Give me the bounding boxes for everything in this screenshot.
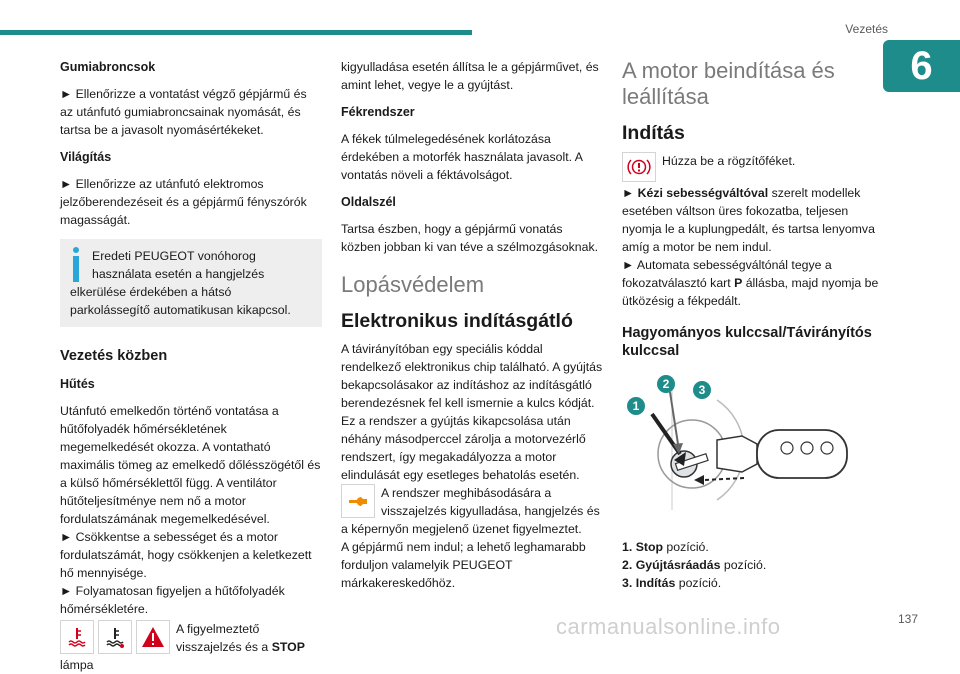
key-positions-list xyxy=(622,538,880,592)
column-2 xyxy=(341,58,603,601)
text-cooling-3: ► Folyamatosan figyeljen a hűtőfolyadék hőmérsékletére. xyxy=(60,584,285,616)
text-cooling-1: Utánfutó emelkedőn történő vontatása a hűtőfolyadék hőmérsékletének megemelkedését okozza. A vontatható maximális tömeg az emelkedő dőlésszögétől és a külső hőmérséklettől függ. A ventilátor hűtőteljesítménye nem nő a motor fordulatszámának megemelkedésével. xyxy=(60,404,321,526)
text-auto-a: ► Automata sebességváltónál tegye a fokozatválasztó kart xyxy=(622,258,832,290)
heading-brakes: Fékrendszer xyxy=(341,105,415,119)
column-1 xyxy=(60,58,322,674)
heading-key-types: Hagyományos kulccsal/Távirányítós kulccsal xyxy=(622,325,872,359)
text-manual-gearbox: ► Kézi sebességváltóval szerelt modellek esetében váltson üres fokozatba, teljesen nyomja le a kuplungpedált, és tartsa lenyomva amíg a motor be nem indul. xyxy=(622,186,875,254)
text-manual-gearbox-rest: szerelt modellek esetében váltson üres fokozatba, teljesen nyomja le a kuplungpedált, és tartsa lenyomva amíg a motor be nem indul. xyxy=(622,186,875,254)
parking-brake-icon xyxy=(622,152,656,182)
list-item-rest: pozíció. xyxy=(675,576,722,590)
text-cooling-2: ► Csökkentse a sebességet és a motor fordulatszámát, hogy csökkenjen a keletkezett hő mennyisége. xyxy=(60,530,312,580)
heading-driving: Vezetés közben xyxy=(60,348,168,364)
text-manual-gearbox-term: Kézi sebességváltóval xyxy=(637,186,769,200)
text-no-start: A gépjármű nem indul; a lehető leghamarabb forduljon valamelyik PEUGEOT márkakereskedőhöz. xyxy=(341,540,586,590)
list-item xyxy=(622,538,880,556)
info-note xyxy=(60,239,322,327)
handbrake-row xyxy=(622,152,880,170)
text-auto-b: állásba, majd nyomja be ütközésig a fékpedált. xyxy=(622,276,879,308)
text-tyres: ► Ellenőrizze a vontatást végző gépjármű és az utánfutó gumiabroncsainak nyomását, és tartsa be a javasolt nyomásértékeket. xyxy=(60,87,307,137)
coolant-level-icon xyxy=(60,620,94,654)
page-number: 137 xyxy=(897,612,918,626)
text-lights: ► Ellenőrizze az utánfutó elektromos jelzőberendezéseit és a gépjármű fényszórók magasságát. xyxy=(60,177,307,227)
text-continuation: kigyulladása esetén állítsa le a gépjárművet, és amint lehet, vegye le a gyújtást. xyxy=(341,60,599,92)
warning-row xyxy=(60,620,322,674)
heading-starting: Indítás xyxy=(622,122,685,144)
heading-cooling: Hűtés xyxy=(60,377,95,391)
marker-3: 3 xyxy=(698,383,706,397)
service-wrench-icon xyxy=(341,484,375,518)
text-immobiliser: A távirányítóban egy speciális kóddal rendelkező elektronikus chip található. A gyújtás bekapcsolásakor az indításhoz az indításgátló berendezésnek fel kell ismernie a kulcs kódját. Ez a rendszer a gyújtás kikapcsolása után néhány másodperccel zárolja a motorvezérlő rendszert, így megakadályozza a motor elindulását egy esetleges behatolás esetén. xyxy=(341,342,603,482)
header-accent-bar xyxy=(0,30,472,35)
heading-tyres: Gumiabroncsok xyxy=(60,60,156,74)
warning-triangle-icon xyxy=(136,620,170,654)
warning-text-b: lámpa xyxy=(60,658,94,672)
heading-immobiliser: Elektronikus indításgátló xyxy=(341,310,573,332)
list-item-num: 1. xyxy=(622,540,633,554)
text-automatic-gearbox xyxy=(622,256,880,310)
text-crosswind: Tartsa észben, hogy a gépjármű vonatás közben jobban ki van téve a szélmozgásoknak. xyxy=(341,222,599,254)
heading-lights: Világítás xyxy=(60,150,112,164)
marker-1: 1 xyxy=(632,399,640,413)
chapter-number-tab: 6 xyxy=(883,40,960,92)
watermark: carmanualsonline.info xyxy=(556,614,781,639)
text-brakes: A fékek túlmelegedésének korlátozása érdekében a motorfék használata javasolt. A vontatás növeli a féktávolságot. xyxy=(341,132,583,182)
list-item xyxy=(622,574,880,592)
heading-crosswind: Oldalszél xyxy=(341,195,396,209)
marker-2: 2 xyxy=(662,377,670,391)
warning-text-stop: STOP xyxy=(271,640,305,654)
ignition-key-illustration xyxy=(622,370,880,530)
info-note-text: Eredeti PEUGEOT vonóhorog használata esetén a hangjelzés elkerülése érdekében a hátsó parkolássegítő automatikusan kikapcsol. xyxy=(70,249,291,317)
heading-theft-protection: Lopásvédelem xyxy=(341,272,485,297)
warning-text-a: A figyelmeztető visszajelzés és a xyxy=(176,622,272,654)
coolant-temp-icon xyxy=(98,620,132,654)
list-item xyxy=(622,556,880,574)
list-item-num: 3. xyxy=(622,576,633,590)
list-item-term: Stop xyxy=(635,540,664,554)
section-title: Vezetés xyxy=(845,22,888,36)
info-icon xyxy=(70,247,82,283)
heading-engine-start-stop: A motor beindítása és leállítása xyxy=(622,58,835,109)
warning-icons xyxy=(60,620,170,654)
list-item-num: 2. xyxy=(622,558,633,572)
list-item-term: Gyújtásráadás xyxy=(635,558,721,572)
text-fault: A rendszer meghibásodására a visszajelzés kigyulladása, hangjelzés és a képernyőn megjelenő üzenet figyelmeztet. xyxy=(341,486,600,536)
fault-row xyxy=(341,484,603,538)
list-item-rest: pozíció. xyxy=(720,558,767,572)
text-handbrake: Húzza be a rögzítőféket. xyxy=(662,154,796,168)
text-auto-p: P xyxy=(734,276,743,290)
list-item-rest: pozíció. xyxy=(663,540,709,554)
list-item-term: Indítás xyxy=(635,576,676,590)
column-3 xyxy=(622,58,880,592)
